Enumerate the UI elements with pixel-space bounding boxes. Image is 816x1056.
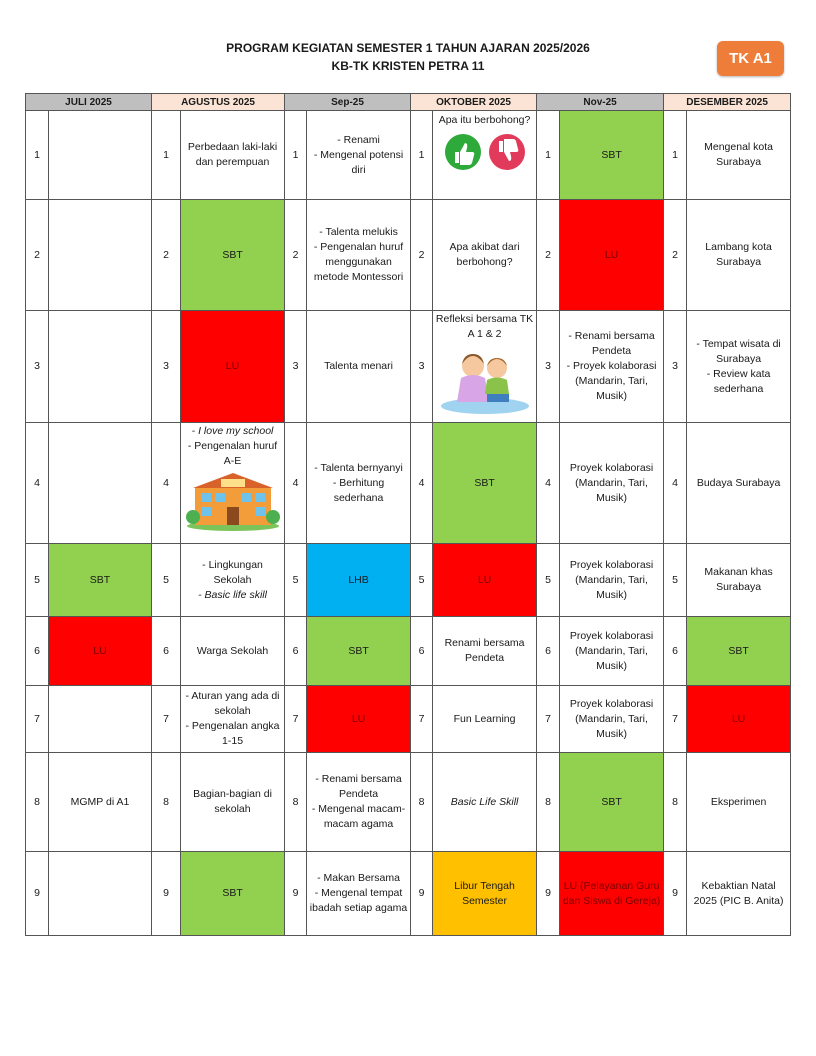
activity-cell: - Renami bersama Pendeta - Mengenal macam-macam agama	[307, 753, 411, 852]
week-number: 8	[285, 753, 307, 852]
table-row	[26, 686, 791, 753]
month-header: Nov-25	[537, 94, 664, 111]
school-building-icon	[185, 471, 281, 531]
activity-cell: SBT	[687, 617, 791, 686]
activity-cell: LU	[49, 617, 152, 686]
activity-cell: - Makan Bersama - Mengenal tempat ibadah setiap agama	[307, 852, 411, 936]
activity-cell: Libur Tengah Semester	[433, 852, 537, 936]
activity-cell: Warga Sekolah	[181, 617, 285, 686]
week-number: 8	[26, 753, 49, 852]
activity-cell: - Renami bersama Pendeta - Proyek kolaborasi (Mandarin, Tari, Musik)	[560, 311, 664, 423]
week-number: 7	[152, 686, 181, 753]
week-number: 7	[411, 686, 433, 753]
week-number: 1	[285, 111, 307, 200]
table-row	[26, 753, 791, 852]
week-number: 7	[664, 686, 687, 753]
week-number: 6	[285, 617, 307, 686]
week-number: 2	[26, 200, 49, 311]
month-header: Sep-25	[285, 94, 411, 111]
month-header: OKTOBER 2025	[411, 94, 537, 111]
class-badge: TK A1	[717, 41, 784, 76]
table-row	[26, 852, 791, 936]
activity-cell: MGMP di A1	[49, 753, 152, 852]
week-number: 8	[152, 753, 181, 852]
activity-cell	[433, 111, 537, 200]
activity-cell: SBT	[307, 617, 411, 686]
week-number: 2	[285, 200, 307, 311]
activity-cell: Proyek kolaborasi (Mandarin, Tari, Musik)	[560, 544, 664, 617]
activity-cell: SBT	[181, 200, 285, 311]
week-number: 4	[537, 423, 560, 544]
week-number: 6	[411, 617, 433, 686]
week-number: 9	[152, 852, 181, 936]
schedule-table	[25, 93, 791, 936]
week-number: 9	[537, 852, 560, 936]
activity-cell: LU	[433, 544, 537, 617]
children-hugging-icon	[437, 344, 533, 416]
month-header: JULI 2025	[26, 94, 152, 111]
activity-cell: SBT	[181, 852, 285, 936]
week-number: 5	[26, 544, 49, 617]
week-number: 4	[664, 423, 687, 544]
activity-cell	[49, 200, 152, 311]
table-row	[26, 200, 791, 311]
activity-cell	[49, 311, 152, 423]
week-number: 7	[537, 686, 560, 753]
page-title: PROGRAM KEGIATAN SEMESTER 1 TAHUN AJARAN 2025/2026	[226, 41, 590, 55]
month-header-row	[26, 94, 791, 111]
activity-cell	[49, 111, 152, 200]
month-header: AGUSTUS 2025	[152, 94, 285, 111]
week-number: 3	[285, 311, 307, 423]
week-number: 9	[411, 852, 433, 936]
page-subtitle: KB-TK KRISTEN PETRA 11	[331, 59, 485, 73]
activity-cell: Apa akibat dari berbohong?	[433, 200, 537, 311]
activity-cell: LU	[181, 311, 285, 423]
activity-cell: Kebaktian Natal 2025 (PIC B. Anita)	[687, 852, 791, 936]
activity-cell: LU (Pelayanan Guru dan Siswa di Gereja)	[560, 852, 664, 936]
activity-cell: Perbedaan laki-laki dan perempuan	[181, 111, 285, 200]
week-number: 9	[285, 852, 307, 936]
week-number: 4	[411, 423, 433, 544]
activity-cell: Proyek kolaborasi (Mandarin, Tari, Musik)	[560, 686, 664, 753]
week-number: 4	[26, 423, 49, 544]
week-number: 1	[537, 111, 560, 200]
week-number: 5	[152, 544, 181, 617]
week-number: 8	[411, 753, 433, 852]
week-number: 6	[537, 617, 560, 686]
activity-cell: - Talenta melukis - Pengenalan huruf menggunakan metode Montessori	[307, 200, 411, 311]
week-number: 6	[664, 617, 687, 686]
activity-cell: Budaya Surabaya	[687, 423, 791, 544]
activity-cell	[433, 311, 537, 423]
week-number: 9	[26, 852, 49, 936]
month-header: DESEMBER 2025	[664, 94, 791, 111]
activity-cell	[49, 686, 152, 753]
activity-cell	[49, 852, 152, 936]
table-row	[26, 617, 791, 686]
table-row	[26, 311, 791, 423]
table-row	[26, 544, 791, 617]
week-number: 5	[411, 544, 433, 617]
activity-cell: - Tempat wisata di Surabaya - Review kata sederhana	[687, 311, 791, 423]
week-number: 1	[26, 111, 49, 200]
activity-cell: SBT	[560, 111, 664, 200]
week-number: 7	[26, 686, 49, 753]
activity-cell: Renami bersama Pendeta	[433, 617, 537, 686]
week-number: 5	[664, 544, 687, 617]
week-number: 8	[664, 753, 687, 852]
activity-text: Refleksi bersama TK A 1 & 2	[435, 313, 534, 340]
week-number: 2	[537, 200, 560, 311]
activity-text: Apa itu berbohong?	[438, 114, 531, 126]
week-number: 3	[152, 311, 181, 423]
activity-cell: - Aturan yang ada di sekolah - Pengenalan angka 1-15	[181, 686, 285, 753]
activity-cell: Mengenal kota Surabaya	[687, 111, 791, 200]
activity-cell: Proyek kolaborasi (Mandarin, Tari, Musik)	[560, 423, 664, 544]
week-number: 3	[664, 311, 687, 423]
activity-text: - Pengenalan huruf A-E	[187, 440, 278, 467]
activity-cell: LHB	[307, 544, 411, 617]
activity-cell: LU	[307, 686, 411, 753]
week-number: 6	[26, 617, 49, 686]
week-number: 3	[411, 311, 433, 423]
activity-cell	[181, 423, 285, 544]
week-number: 4	[152, 423, 181, 544]
week-number: 6	[152, 617, 181, 686]
week-number: 2	[411, 200, 433, 311]
activity-cell: SBT	[49, 544, 152, 617]
activity-cell: SBT	[433, 423, 537, 544]
week-number: 5	[285, 544, 307, 617]
table-row	[26, 423, 791, 544]
activity-cell: Makanan khas Surabaya	[687, 544, 791, 617]
week-number: 1	[152, 111, 181, 200]
activity-cell: Proyek kolaborasi (Mandarin, Tari, Musik)	[560, 617, 664, 686]
activity-cell: LU	[560, 200, 664, 311]
week-number: 7	[285, 686, 307, 753]
activity-cell: SBT	[560, 753, 664, 852]
week-number: 1	[411, 111, 433, 200]
activity-cell: Lambang kota Surabaya	[687, 200, 791, 311]
activity-cell	[181, 544, 285, 617]
activity-cell: - Renami - Mengenal potensi diri	[307, 111, 411, 200]
activity-cell: - Talenta bernyanyi - Berhitung sederhana	[307, 423, 411, 544]
activity-cell	[49, 423, 152, 544]
week-number: 8	[537, 753, 560, 852]
activity-cell: LU	[687, 686, 791, 753]
week-number: 3	[26, 311, 49, 423]
activity-text: - Lingkungan Sekolah	[202, 558, 263, 586]
activity-cell: Bagian-bagian di sekolah	[181, 753, 285, 852]
week-number: 2	[664, 200, 687, 311]
week-number: 4	[285, 423, 307, 544]
table-row	[26, 111, 791, 200]
activity-cell: Fun Learning	[433, 686, 537, 753]
week-number: 3	[537, 311, 560, 423]
activity-cell: Basic Life Skill	[433, 753, 537, 852]
activity-text: - Basic life skill	[198, 588, 267, 601]
activity-cell: Eksperimen	[687, 753, 791, 852]
activity-cell: Talenta menari	[307, 311, 411, 423]
week-number: 5	[537, 544, 560, 617]
week-number: 1	[664, 111, 687, 200]
week-number: 2	[152, 200, 181, 311]
thumbs-up-down-icon	[439, 130, 531, 174]
week-number: 9	[664, 852, 687, 936]
activity-text: - I love my school	[191, 425, 274, 437]
